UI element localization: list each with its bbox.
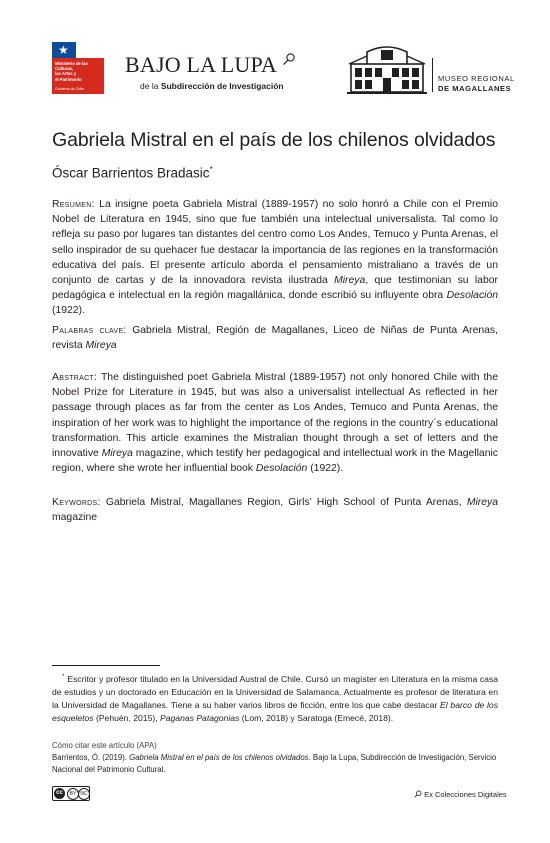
government-logo: ★ Ministerio de las Culturas, las Artes y el Patrimonio Gobierno de Chile (52, 42, 104, 94)
footnote: * Escritor y profesor titulado en la Universidad Austral de Chile. Cursó un magíster en Literatura en la misma casa de estudios y un doctorado en Educación en la Universidad de Salamanca. Actualmente es profesor de literatura en la Universidad de Magallanes. Tiene a su haber varios libros de ficción, entre los que cabe destacar El barco de los esqueletos (Pehuén, 2015), Paganas Patagonias (Lom, 2018) y Saratoga (Emecé, 2018). (52, 673, 498, 723)
museum-name-bold: DE MAGALLANES (438, 84, 512, 93)
star-icon: ★ (58, 43, 69, 57)
keywords-paragraph: Keywords: Gabriela Mistral, Magallanes Region, Girls’ High School of Punta Arenas, Mireya magazine (52, 497, 498, 524)
citation-label: Cómo citar este artículo (APA) (52, 741, 157, 750)
footnote-rule (52, 665, 160, 666)
museum-building-icon (347, 44, 427, 96)
magnifier-icon (414, 790, 422, 798)
resumen-paragraph: Resumen: La insigne poeta Gabriela Mistral (1889-1957) no solo honró a Chile con el Premio Nobel de Literatura en 1945, sino que fue también una intelectual universalista. Tal como lo refleja su paso por lugares tan distantes del centro como Los Andes, Temuco y Punta Arenas, el sello inspirador de su quehacer fue destacar la importancia de las regiones en la transformación educativa del país. El presente artículo aborda el pensamiento mistraliano a través de un conjunto de cartas y de la innovadora revista ilustrada Mireya, que testimonian su labor pedagógica e intelectual en la región magallánica, donde escribió su influyente obra Desolación (1922). (52, 199, 498, 317)
museum-name: MUSEO REGIONAL (438, 74, 515, 83)
article-title: Gabriela Mistral en el país de los chilenos olvidados (52, 129, 496, 151)
cc-icon: cc (54, 788, 65, 799)
abstract-paragraph: Abstract: The distinguished poet Gabriela Mistral (1889-1957) not only honored Chile with the Nobel Prize for Literature in 1945, but was also a universalist intellectual As reflected in her passage through places as far from the center as Los Andes, Temuco and Punta Arenas, the inspiration of her work was to highlight the importance of the regions in the country´s educational transformation. This article examines the Mistralian thought through a set of letters and the innovative Mireya magazine, which testify her pedagogical and intellectual work in the Magellanic region, where she wrote her influential book Desolación (1922). (52, 372, 498, 475)
palabras-clave-paragraph: Palabras clave: Gabriela Mistral, Región de Magallanes, Liceo de Niñas de Punta Arenas, revista Mireya (52, 325, 499, 352)
series-subtitle: de la Subdirección de Investigación (140, 81, 284, 91)
article-author: Óscar Barrientos Bradasic* (52, 165, 213, 181)
license-badge[interactable] (52, 786, 90, 801)
collections-link[interactable]: Ex Colecciones Digitales (414, 790, 507, 799)
by-icon: BY (67, 788, 79, 800)
citation-text: Barrientos, Ó. (2019). Gabriela Mistral en el país de los chilenos olvidados. Bajo la Lupa, Subdirección de Investigación, Servicio Nacional del Patrimonio Cultural. (52, 753, 497, 774)
series-title: BAJO LA LUPA (125, 52, 296, 78)
magnifier-icon (282, 52, 296, 66)
nc-icon: NC (78, 788, 90, 800)
divider (432, 58, 433, 92)
